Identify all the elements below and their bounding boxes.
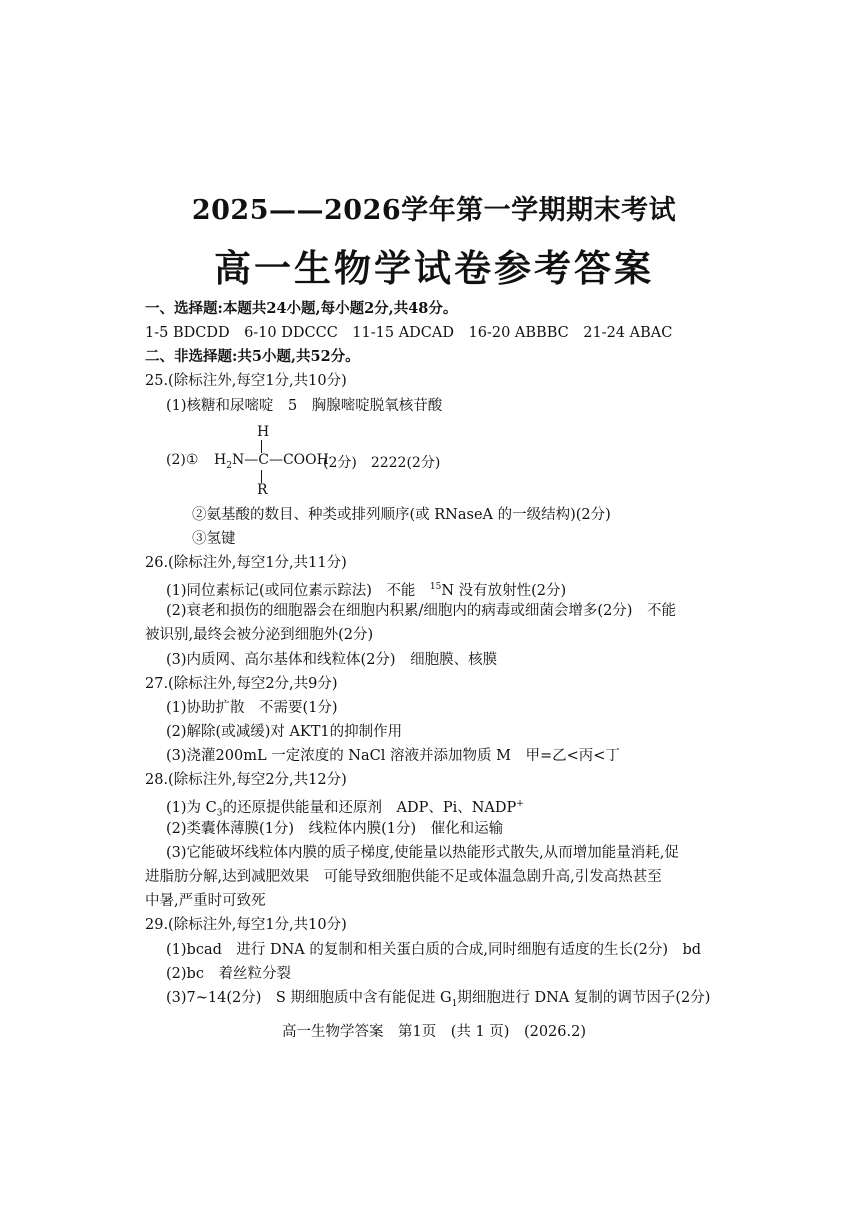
q25-part2b: ②氨基酸的数目、种类或排列顺序(或 RNaseA 的一级结构)(2分): [192, 507, 611, 523]
q29-heading: 29.(除标注外,每空1分,共10分): [145, 917, 347, 933]
choice-answers: 1-5 BDCDD 6-10 DDCCC 11-15 ADCAD 16-20 ABBBC 21-24 ABAC: [145, 325, 673, 341]
page-footer: 高一生物学答案 第1页 (共 1 页) (2026.2): [281, 1024, 587, 1040]
q28-part3-line2: 进脂肪分解,达到减肥效果 可能导致细胞供能不足或体温急剧升高,引发高热甚至: [145, 869, 662, 885]
formula-top-h: H: [257, 424, 270, 440]
q25-part2c: ③氢键: [192, 531, 236, 547]
q27-part2: (2)解除(或减缓)对 AKT1的抑制作用: [166, 724, 403, 740]
answer-key-title: 高一生物学试卷参考答案: [214, 246, 654, 290]
formula-h2: $H_2$: [214, 452, 232, 471]
section1-heading: 一、选择题:本题共24小题,每小题2分,共48分。: [145, 300, 458, 317]
q29-part2: (2)bc 着丝粒分裂: [166, 966, 291, 982]
q25-part1: (1)核糖和尿嘧啶 5 胸腺嘧啶脱氧核苷酸: [166, 398, 443, 414]
formula-score: (2分) 2222(2分): [323, 455, 441, 471]
q25-part2-label: (2)①: [166, 452, 199, 468]
section2-heading: 二、非选择题:共5小题,共52分。: [145, 348, 360, 365]
q27-heading: 27.(除标注外,每空2分,共9分): [145, 676, 338, 692]
q26-part3: (3)内质网、高尔基体和线粒体(2分) 细胞膜、核膜: [166, 652, 498, 668]
q27-part1: (1)协助扩散 不需要(1分): [166, 700, 338, 716]
q28-part3-line1: (3)它能破坏线粒体内膜的质子梯度,使能量以热能形式散失,从而增加能量消耗,促: [166, 845, 679, 861]
q26-heading: 26.(除标注外,每空1分,共11分): [145, 555, 347, 571]
q28-part3-line3: 中暑,严重时可致死: [145, 893, 266, 909]
q29-part1: (1)bcad 进行 DNA 的复制和相关蛋白质的合成,同时细胞有适度的生长(2分) bd: [166, 942, 702, 958]
formula-r-group: R: [257, 482, 268, 498]
q28-part1: (1)为 $C_3$的还原提供能量和还原剂 ADP、Pi、NADP+: [166, 799, 524, 819]
exam-title: 2025——2026学年第一学期期末考试: [191, 195, 677, 226]
q28-heading: 28.(除标注外,每空2分,共12分): [145, 772, 347, 788]
q25-heading: 25.(除标注外,每空1分,共10分): [145, 373, 347, 389]
q27-part3: (3)浇灌200mL 一定浓度的 NaCl 溶液并添加物质 M 甲=乙<丙<丁: [166, 748, 620, 764]
amino-acid-formula: [166, 424, 586, 500]
q26-part2-line2: 被识别,最终会被分泌到细胞外(2分): [145, 627, 374, 643]
q26-part2-line1: (2)衰老和损伤的细胞器会在细胞内积累/细胞内的病毒或细菌会增多(2分) 不能: [166, 603, 676, 619]
q28-part2: (2)类囊体薄膜(1分) 线粒体内膜(1分) 催化和运输: [166, 821, 504, 837]
q29-part3: (3)7~14(2分) S 期细胞质中含有能促进 $G_1$期细胞进行 DNA 复制的调节因子(2分): [166, 990, 711, 1009]
q26-part1: (1)同位素标记(或同位素示踪法) 不能 $^{15}$N 没有放射性(2分): [166, 582, 567, 599]
formula-main-chain: N—C—COOH: [232, 452, 329, 468]
